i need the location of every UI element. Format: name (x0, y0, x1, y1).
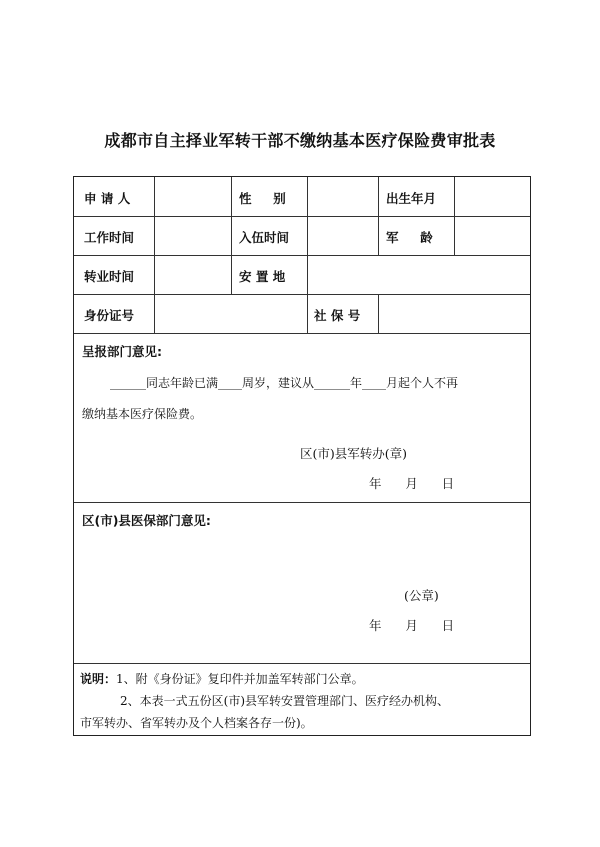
report-section-heading: 呈报部门意见: (82, 344, 162, 359)
notes-item1: 1、附《身份证》复印件并加盖军转部门公章。 (116, 672, 364, 686)
report-date[interactable]: 年 月 日 (369, 476, 455, 491)
form-title: 成都市自主择业军转干部不缴纳基本医疗保险费审批表 (104, 131, 496, 150)
label-work-time: 工作时间 (84, 230, 135, 245)
row-divider (74, 333, 530, 334)
id-number-field[interactable] (155, 295, 306, 332)
medical-section-heading: 区(市)县医保部门意见: (82, 513, 211, 528)
row-divider (74, 663, 530, 664)
row-divider (74, 502, 530, 503)
report-opinion-line2: 缴纳基本医疗保险费。 (82, 407, 203, 421)
notes-item2-continued: 市军转办、省军转办及个人档案各存一份)。 (80, 716, 313, 730)
label-social-security-no: 社 保 号 (314, 308, 361, 323)
col-divider (378, 177, 379, 255)
label-transfer-time: 转业时间 (84, 269, 135, 284)
medical-date[interactable]: 年 月 日 (369, 618, 455, 633)
label-applicant: 申 请 人 (84, 191, 131, 206)
birth-field[interactable] (455, 178, 530, 215)
notes-item2: 2、本表一式五份区(市)县军转安置管理部门、医疗经办机构、 (120, 694, 450, 708)
report-opinion-line1[interactable]: ______同志年龄已满____周岁，建议从______年____月起个人不再 (110, 376, 459, 390)
enlist-time-field[interactable] (308, 217, 377, 254)
label-military-age: 军 龄 (386, 230, 433, 245)
notes-line1 (80, 670, 364, 687)
notes-label: 说明： (80, 672, 117, 686)
approval-form-table (73, 176, 531, 736)
work-time-field[interactable] (155, 217, 230, 254)
report-office-seal: 区(市)县军转办(章) (300, 446, 408, 461)
label-id-number: 身份证号 (84, 308, 135, 323)
medical-seal: (公章) (404, 588, 439, 603)
transfer-time-field[interactable] (155, 256, 230, 293)
placement-field[interactable] (308, 256, 530, 293)
social-security-field[interactable] (379, 295, 530, 332)
label-placement: 安 置 地 (239, 269, 286, 284)
col-divider (231, 177, 232, 294)
label-birth: 出生年月 (386, 191, 437, 206)
col-divider (307, 294, 308, 333)
gender-field[interactable] (308, 178, 377, 215)
applicant-field[interactable] (155, 178, 230, 215)
label-gender: 性 别 (239, 191, 286, 206)
military-age-field[interactable] (455, 217, 530, 254)
label-enlist-time: 入伍时间 (239, 230, 290, 245)
